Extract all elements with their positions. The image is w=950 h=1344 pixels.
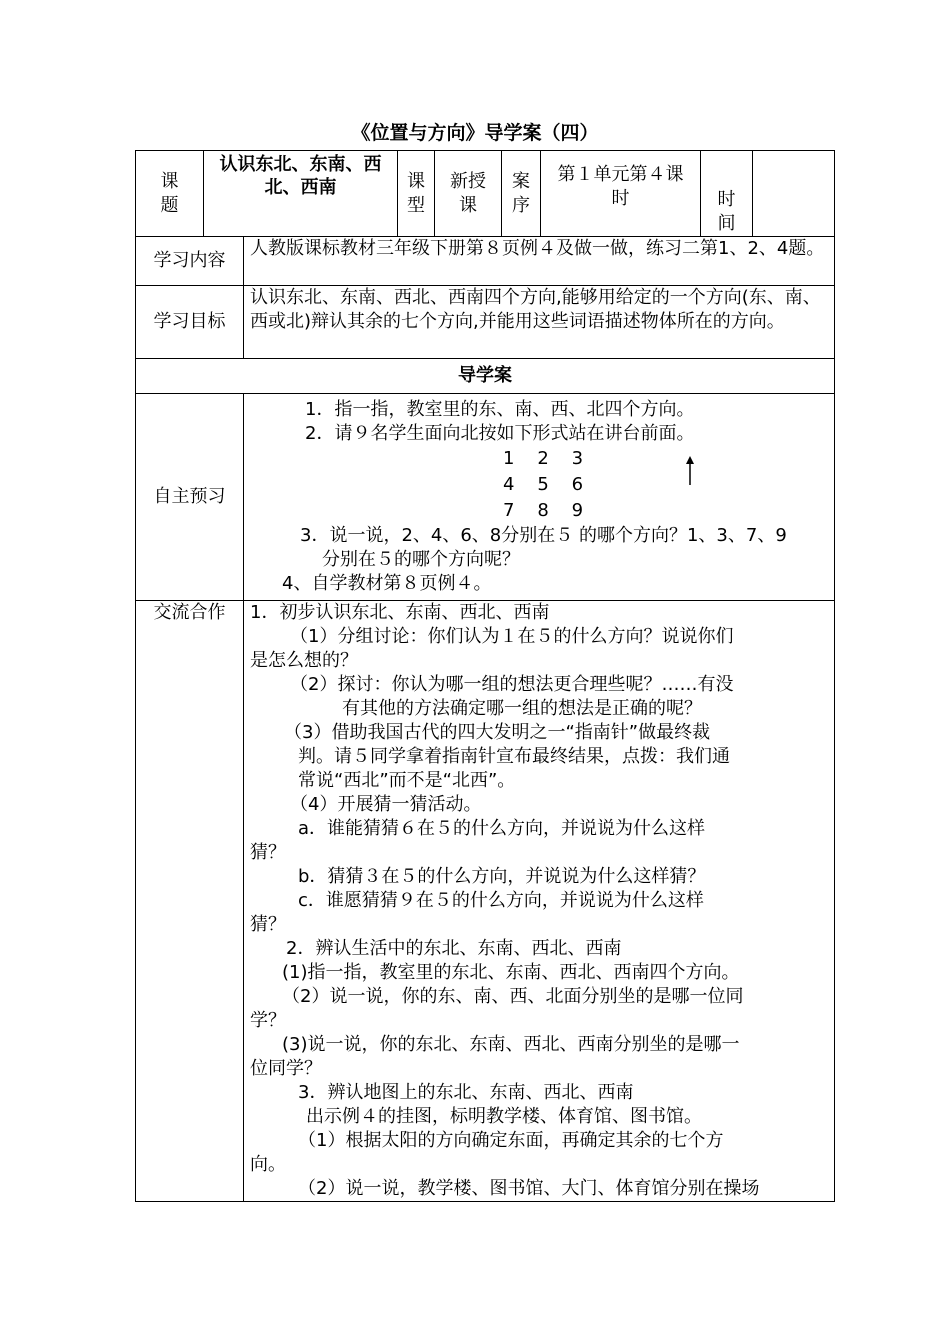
coop-line: 是怎么想的？ xyxy=(250,650,358,671)
cooperate-label: 交流合作 xyxy=(136,601,244,1202)
time-value xyxy=(753,151,835,237)
order-label-cell xyxy=(502,151,541,237)
coop-line: （2）探讨：你认为哪一组的想法更合理些呢？……有没 xyxy=(290,674,734,695)
preview-item-1: 1．指一指，教室里的东、南、西、北四个方向。 xyxy=(305,399,695,420)
preview-item-3b: 分别在５的哪个方向呢？ xyxy=(322,549,520,570)
coop-line: 猜？ xyxy=(250,914,286,935)
order-label: 案序 xyxy=(511,170,530,216)
content-label: 学习内容 xyxy=(136,237,244,286)
section-row xyxy=(136,359,835,394)
cooperate-row xyxy=(136,601,835,1202)
time-label: 时间 xyxy=(717,189,736,234)
coop-line: c．谁愿猜猜９在５的什么方向，并说说为什么这样 xyxy=(298,890,704,911)
goal-label: 学习目标 xyxy=(136,286,244,359)
grid-row-1: 1 2 3 xyxy=(503,448,584,469)
coop-line: b．猜猜３在５的什么方向，并说说为什么这样猜？ xyxy=(298,866,706,887)
coop-line: a．谁能猜猜６在５的什么方向，并说说为什么这样 xyxy=(298,818,706,839)
cooperate-content xyxy=(244,601,835,1202)
preview-item-4: 4、自学教材第８页例４。 xyxy=(282,573,492,594)
type-label: 课型 xyxy=(406,170,425,216)
coop-line: （3）借助我国古代的四大发明之一“指南针”做最终裁 xyxy=(284,722,711,743)
topic-value: 认识东北、东南、西北、西南 xyxy=(204,151,398,237)
coop-line: 向。 xyxy=(250,1154,286,1175)
coop-line: （4）开展猜一猜活动。 xyxy=(290,794,482,815)
coop-line: （2）说一说，教学楼、图书馆、大门、体育馆分别在操场 xyxy=(298,1178,760,1199)
type-value-cell xyxy=(435,151,502,237)
grid-row-3: 7 8 9 xyxy=(503,500,584,521)
coop-line: （2）说一说，你的东、南、西、北面分别坐的是哪一位同 xyxy=(282,986,744,1007)
section-title: 导学案 xyxy=(136,359,835,394)
preview-row xyxy=(136,394,835,601)
coop-line: 出示例４的挂图，标明教学楼、体育馆、图书馆。 xyxy=(306,1106,702,1127)
content-text: 人教版课标教材三年级下册第８页例４及做一做，练习二第1、2、4题。 xyxy=(244,237,835,286)
page-title: 《位置与方向》导学案（四） xyxy=(351,122,599,144)
order-value: 第１单元第４课时 xyxy=(541,151,701,237)
type-label-cell xyxy=(398,151,435,237)
coop-line: （1）分组讨论：你们认为１在５的什么方向？说说你们 xyxy=(290,626,734,647)
goal-text: 认识东北、东南、西北、西南四个方向,能够用给定的一个方向(东、南、西或北)辩认其余的七个方向,并能用这些词语描述物体所在的方向。 xyxy=(244,286,835,359)
time-label-cell xyxy=(701,151,753,237)
preview-item-2: 2．请９名学生面向北按如下形式站在讲台前面。 xyxy=(305,423,695,444)
coop-line: （1）根据太阳的方向确定东面，再确定其余的七个方 xyxy=(298,1130,724,1151)
header-row xyxy=(136,151,835,237)
coop-line: 2．辨认生活中的东北、东南、西北、西南 xyxy=(286,938,622,959)
preview-content xyxy=(244,394,835,601)
coop-line: 1．初步认识东北、东南、西北、西南 xyxy=(250,602,550,623)
grid-row-2: 4 5 6 xyxy=(503,474,584,495)
topic-label-cell xyxy=(136,151,204,237)
coop-line: (1)指一指，教室里的东北、东南、西北、西南四个方向。 xyxy=(282,962,740,983)
coop-line: 3．辨认地图上的东北、东南、西北、西南 xyxy=(298,1082,634,1103)
goal-row xyxy=(136,286,835,359)
topic-label: 课题 xyxy=(160,170,179,216)
coop-line: 判。请５同学拿着指南针宣布最终结果，点拨：我们通 xyxy=(298,746,730,767)
coop-line: 学？ xyxy=(250,1010,286,1031)
coop-line: (3)说一说，你的东北、东南、西北、西南分别坐的是哪一 xyxy=(282,1034,740,1055)
up-arrow-icon xyxy=(683,456,697,486)
content-row xyxy=(136,237,835,286)
coop-line: 位同学？ xyxy=(250,1058,322,1079)
coop-line: 猜？ xyxy=(250,842,286,863)
preview-label: 自主预习 xyxy=(136,394,244,601)
type-value: 新授课 xyxy=(449,170,486,216)
coop-line: 常说“西北”而不是“北西”。 xyxy=(298,770,516,791)
preview-item-3a: 3．说一说，2、4、6、8分别在５ 的哪个方向？1、3、7、9 xyxy=(300,525,787,546)
lesson-plan-table xyxy=(135,150,835,1202)
coop-line: 有其他的方法确定哪一组的想法是正确的呢？ xyxy=(342,698,702,719)
